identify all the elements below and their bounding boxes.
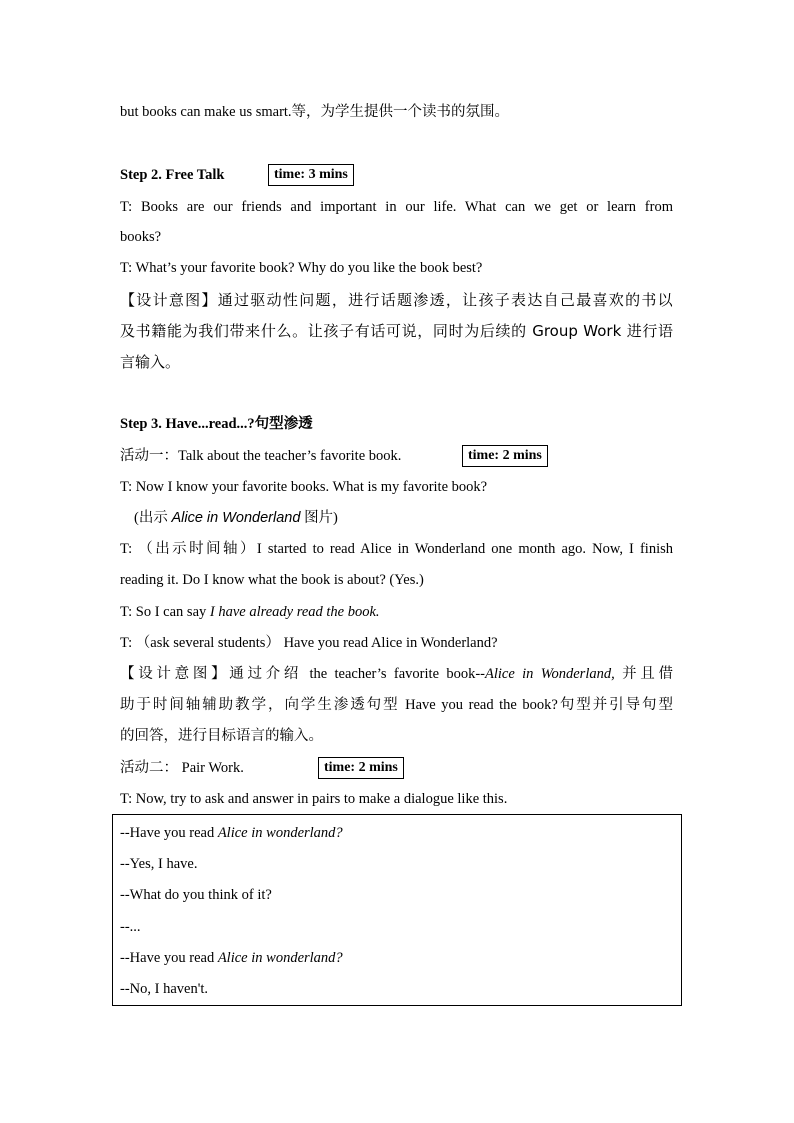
step2-design-intent-cont: 及书籍能为我们带来什么。让孩子有话可说，同时为后续的 Group Work 进行语 (120, 322, 673, 340)
dialogue-line: --No, I haven't. (120, 981, 208, 997)
activity2-time-box: time: 2 mins (318, 757, 404, 779)
step3-teacher-line-5: T: （ask several students） Have you read Alice in Wonderland? (120, 635, 498, 651)
activity1-time-box: time: 2 mins (462, 445, 548, 467)
step3-teacher-line-4: T: So I can say I have already read the book. (120, 604, 380, 620)
activity2-label: 活动二： Pair Work. (120, 760, 244, 776)
dialogue-line: --Have you read Alice in wonderland? (120, 825, 343, 841)
step3-design-intent: 【设计意图】通过介绍 the teacher’s favorite book--Alice in Wonderland, 并且借 (120, 666, 673, 682)
step2-heading: Step 2. Free Talk (120, 167, 225, 183)
step3-heading: Step 3. Have...read...?句型渗透 (120, 416, 313, 432)
step2-teacher-question: T: Books are our friends and important in our life. What can we get or learn from (120, 199, 673, 215)
dialogue-line: --Have you read Alice in wonderland? (120, 950, 343, 966)
step3-design-intent-cont: 助于时间轴辅助教学，向学生渗透句型 Have you read the book?句型并引导句型 (120, 697, 673, 713)
activity1-label: 活动一：Talk about the teacher’s favorite book. (120, 448, 402, 464)
step3-teacher-line-1: T: Now I know your favorite books. What is my favorite book? (120, 479, 488, 495)
dialogue-line: --... (120, 919, 141, 935)
step2-design-intent: 【设计意图】通过驱动性问题，进行话题渗透，让孩子表达自己最喜欢的书以 (120, 291, 673, 309)
intro-line: but books can make us smart.等，为学生提供一个读书的氛围。 (120, 104, 510, 120)
step3-design-intent-end: 的回答，进行目标语言的输入。 (120, 728, 323, 744)
step2-design-intent-end: 言输入。 (120, 353, 181, 371)
step3-teacher-line-3: reading it. Do I know what the book is about? (Yes.) (120, 572, 424, 588)
dialogue-line: --Yes, I have. (120, 856, 198, 872)
dialogue-box (112, 814, 682, 1006)
step2-teacher-question-2: T: What’s your favorite book? Why do you like the book best? (120, 260, 483, 276)
show-picture-note: (出示 Alice in Wonderland 图片) (134, 510, 338, 526)
step3-teacher-line-2: T: （出示时间轴）I started to read Alice in Wonderland one month ago. Now, I finish (120, 541, 673, 557)
step2-teacher-question-cont: books? (120, 229, 162, 245)
pair-work-instruction: T: Now, try to ask and answer in pairs to make a dialogue like this. (120, 791, 508, 807)
book-title: Alice in Wonderland (171, 510, 301, 526)
dialogue-line: --What do you think of it? (120, 887, 272, 903)
step2-time-box: time: 3 mins (268, 164, 354, 186)
